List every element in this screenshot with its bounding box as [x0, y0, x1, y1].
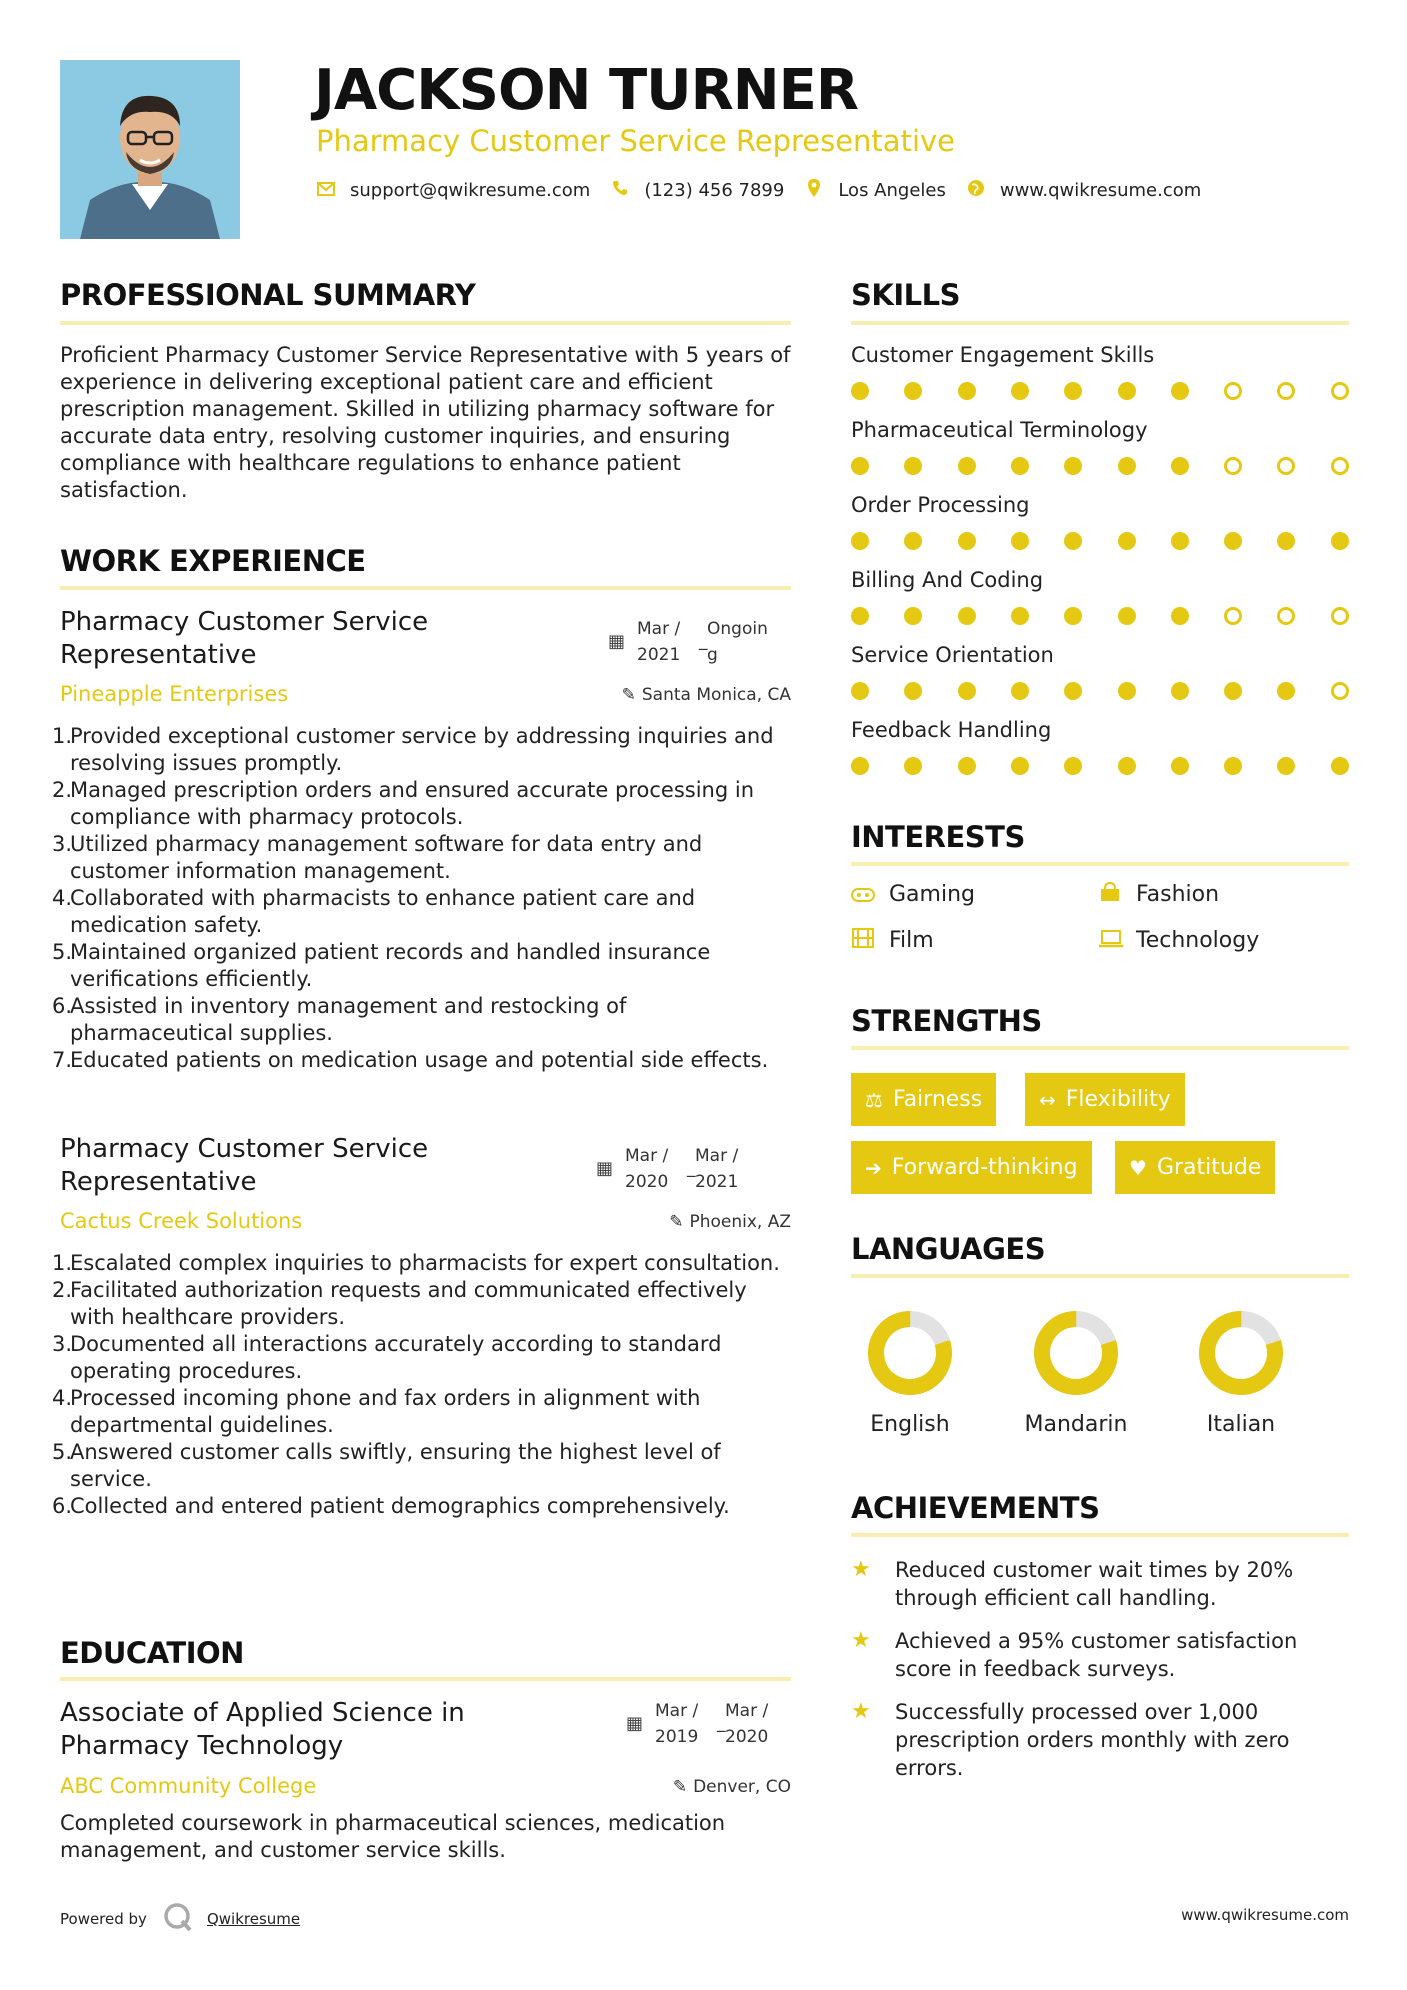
skill-rating: [851, 757, 1349, 777]
skill-dot-filled: [851, 682, 869, 700]
achievements-heading: ACHIEVEMENTS: [851, 1491, 1100, 1525]
summary-text: Proficient Pharmacy Customer Service Representative with 5 years of experience in delivering exceptional patient care and efficient prescription management. Skilled in utilizing pharmacy software for accurate data entry, resolving customer inquiries, and ensuring compliance with healthcare regulations to enhance patient satisfaction.: [60, 343, 791, 502]
language-item: [1181, 1308, 1301, 1437]
experience-divider: [60, 586, 791, 590]
footer-powered-by: [60, 1902, 300, 1936]
candidate-role: Pharmacy Customer Service Representative: [316, 124, 956, 158]
interests-divider: [851, 862, 1349, 866]
film-icon: [851, 928, 875, 953]
list-item: 3. Documented all interactions accurately according to standard operating procedures.: [52, 1332, 722, 1383]
language-label: Mandarin: [1024, 1412, 1128, 1437]
skill-dot-filled: [1118, 532, 1136, 550]
job-end-date: Mar / 2021: [695, 1146, 739, 1192]
degree-title: Associate of Applied Science in Pharmacy Technology: [60, 1698, 465, 1761]
skill-dot-filled: [1171, 382, 1189, 400]
skill-name: Feedback Handling: [851, 718, 1052, 742]
achievement-item: [851, 1627, 1349, 1683]
job-title: Pharmacy Customer Service Representative: [60, 607, 429, 670]
contact-bar: [316, 179, 1221, 202]
list-item: 1. Escalated complex inquiries to pharmacists for expert consultation.: [52, 1251, 780, 1275]
website-text: www.qwikresume.com: [999, 180, 1202, 201]
strength-tag: [1025, 1073, 1185, 1126]
skill-dot-filled: [1064, 457, 1082, 475]
list-item: 4. Collaborated with pharmacists to enhance patient care and medication safety.: [52, 886, 696, 937]
star-icon: ★: [851, 1557, 871, 1582]
language-label: Italian: [1206, 1412, 1276, 1437]
skill-dot-filled: [851, 457, 869, 475]
company-name: Pineapple Enterprises: [60, 682, 289, 706]
skill-dot-filled: [1118, 382, 1136, 400]
globe-icon: [966, 179, 986, 202]
school-name: ABC Community College: [60, 1774, 317, 1798]
profile-photo: [60, 60, 240, 239]
achievement-text: Achieved a 95% customer satisfaction score in feedback surveys.: [895, 1629, 1298, 1681]
skill-name: Service Orientation: [851, 643, 1054, 667]
interest-item: [1098, 882, 1219, 907]
phone-icon: [610, 180, 630, 201]
skill-dot-filled: [904, 382, 922, 400]
skill-dot-filled: [1171, 682, 1189, 700]
calendar-icon: ▦: [626, 1713, 644, 1734]
strength-tag: [851, 1141, 1092, 1194]
skill-rating: [851, 607, 1349, 627]
list-item: 4. Processed incoming phone and fax orders in alignment with departmental guidelines.: [52, 1386, 701, 1437]
language-ring: [1196, 1308, 1286, 1398]
skill-dot-filled: [1118, 607, 1136, 625]
skill-dot-filled: [1277, 682, 1295, 700]
interest-label: Film: [889, 928, 934, 953]
skill-rating: [851, 457, 1349, 477]
interest-label: Fashion: [1136, 882, 1220, 907]
footer-website[interactable]: www.qwikresume.com: [1181, 1906, 1349, 1924]
skill-dot-empty: [1331, 682, 1349, 700]
education-description: Completed coursework in pharmaceutical sciences, medication management, and customer service skills.: [60, 1811, 726, 1862]
skill-dot-filled: [904, 607, 922, 625]
achievement-text: Successfully processed over 1,000 prescription orders monthly with zero errors.: [895, 1700, 1290, 1780]
achievement-text: Reduced customer wait times by 20% through efficient call handling.: [895, 1558, 1294, 1610]
contact-website[interactable]: [966, 179, 1201, 202]
skills-divider: [851, 321, 1349, 325]
language-ring-fill: [1198, 1310, 1284, 1396]
strength-label: Gratitude: [1156, 1155, 1262, 1180]
laptop-icon: [1098, 929, 1122, 953]
education-start-date: Mar / 2019: [655, 1701, 699, 1747]
languages-divider: [851, 1274, 1349, 1278]
balance-scale-icon: ⚖: [865, 1087, 883, 1112]
strength-label: Forward-thinking: [891, 1155, 1078, 1180]
strength-tag: [851, 1073, 996, 1126]
job-bullet-list: [52, 1250, 791, 1520]
skill-dot-filled: [1118, 682, 1136, 700]
job-location: [560, 1212, 791, 1232]
shopping-bag-icon: [1098, 882, 1122, 907]
skill-dot-filled: [1118, 757, 1136, 775]
skill-name: Billing And Coding: [851, 568, 1044, 592]
skill-dot-filled: [1011, 682, 1029, 700]
skill-dot-filled: [904, 757, 922, 775]
skill-dot-filled: [1064, 382, 1082, 400]
job-location-text: Phoenix, AZ: [689, 1212, 791, 1232]
pushpin-icon: ✎: [669, 1212, 684, 1232]
skill-dot-empty: [1331, 607, 1349, 625]
skill-dot-filled: [851, 532, 869, 550]
list-item: 1. Provided exceptional customer service by addressing inquiries and resolving issues promptly.: [52, 724, 774, 775]
arrows-horizontal-icon: ↔: [1039, 1087, 1056, 1112]
skill-dot-filled: [1277, 532, 1295, 550]
skill-dot-empty: [1277, 607, 1295, 625]
skill-rating: [851, 532, 1349, 552]
achievement-item: [851, 1556, 1349, 1612]
education-end-date: Mar / 2020: [725, 1701, 769, 1747]
language-item: [850, 1308, 970, 1437]
skills-heading: SKILLS: [851, 278, 960, 312]
skill-dot-filled: [1011, 382, 1029, 400]
skill-dot-filled: [1064, 682, 1082, 700]
skill-dot-empty: [1277, 382, 1295, 400]
education-heading: EDUCATION: [60, 1636, 244, 1670]
summary-divider: [60, 321, 791, 325]
strength-tag: [1115, 1141, 1275, 1194]
job-location-text: Santa Monica, CA: [641, 685, 791, 705]
skill-dot-filled: [851, 757, 869, 775]
candidate-name: JACKSON TURNER: [314, 58, 859, 123]
skill-dot-filled: [1224, 757, 1242, 775]
skill-dot-empty: [1331, 457, 1349, 475]
interests-heading: INTERESTS: [851, 820, 1025, 854]
language-ring-fill: [1033, 1310, 1119, 1396]
skill-dot-filled: [1171, 532, 1189, 550]
education-divider: [60, 1677, 791, 1681]
pushpin-icon: ✎: [672, 1777, 688, 1797]
envelope-icon: [316, 180, 336, 201]
skill-dot-filled: [851, 607, 869, 625]
qwikresume-logo-icon: [163, 1902, 193, 1936]
skill-dot-filled: [1011, 757, 1029, 775]
education-dates: ▦ Mar / 2019 _ Mar / 2020: [626, 1698, 787, 1750]
skill-dot-empty: [1277, 457, 1295, 475]
interest-item: [851, 928, 934, 953]
experience-heading: WORK EXPERIENCE: [60, 544, 366, 578]
language-label: English: [870, 1412, 950, 1437]
language-ring-fill: [867, 1310, 953, 1396]
skill-dot-empty: [1224, 457, 1242, 475]
interest-item: [851, 882, 975, 907]
skill-dot-filled: [1011, 607, 1029, 625]
skill-dot-filled: [958, 607, 976, 625]
list-item: 2. Managed prescription orders and ensured accurate processing in compliance with pharmacy protocols.: [52, 778, 754, 829]
languages-heading: LANGUAGES: [851, 1232, 1046, 1266]
powered-by-label: Powered by: [60, 1910, 147, 1928]
language-ring: [1031, 1308, 1121, 1398]
skill-dot-filled: [1011, 532, 1029, 550]
skill-dot-filled: [1224, 532, 1242, 550]
gamepad-icon: [851, 883, 875, 907]
interest-item: [1098, 928, 1259, 953]
achievement-item: [851, 1698, 1349, 1782]
list-item: 2. Facilitated authorization requests and communicated effectively with healthcare providers.: [52, 1278, 747, 1329]
job-location: [560, 685, 791, 705]
skill-dot-filled: [1171, 757, 1189, 775]
skill-dot-empty: [1331, 382, 1349, 400]
email-text: support@qwikresume.com: [350, 180, 591, 201]
interest-label: Gaming: [889, 882, 975, 907]
skill-dot-filled: [904, 457, 922, 475]
calendar-icon: ▦: [596, 1158, 614, 1179]
skill-dot-filled: [1011, 457, 1029, 475]
company-name: Cactus Creek Solutions: [60, 1209, 303, 1233]
education-location: [560, 1777, 791, 1797]
skill-dot-filled: [1331, 532, 1349, 550]
job-end-date: Ongoin g: [707, 619, 768, 665]
list-item: 5. Answered customer calls swiftly, ensuring the highest level of service.: [52, 1440, 721, 1491]
star-icon: ★: [851, 1628, 871, 1653]
skill-dot-empty: [1224, 607, 1242, 625]
map-pin-icon: [804, 179, 824, 202]
skill-dot-filled: [1064, 607, 1082, 625]
contact-location: [804, 179, 946, 202]
skill-dot-filled: [1064, 532, 1082, 550]
heart-icon: ♥: [1129, 1155, 1147, 1180]
arrow-right-icon: ➔: [865, 1155, 882, 1180]
job-title: Pharmacy Customer Service Representative: [60, 1134, 429, 1197]
list-item: 6. Collected and entered patient demographics comprehensively.: [52, 1494, 730, 1518]
contact-phone[interactable]: [610, 180, 784, 201]
strengths-divider: [851, 1046, 1349, 1050]
skill-dot-filled: [904, 682, 922, 700]
skill-dot-filled: [958, 457, 976, 475]
skill-name: Customer Engagement Skills: [851, 343, 1155, 367]
calendar-icon: ▦: [608, 631, 626, 652]
list-item: 3. Utilized pharmacy management software for data entry and customer information management.: [52, 832, 703, 883]
skill-dot-empty: [1224, 382, 1242, 400]
skill-rating: [851, 382, 1349, 402]
education-location-text: Denver, CO: [693, 1777, 791, 1797]
location-text: Los Angeles: [838, 180, 946, 201]
strength-label: Flexibility: [1065, 1087, 1171, 1112]
skill-dot-filled: [1171, 457, 1189, 475]
strengths-heading: STRENGTHS: [851, 1004, 1042, 1038]
skill-rating: [851, 682, 1349, 702]
achievements-divider: [851, 1533, 1349, 1537]
job-dates: ▦ Mar / 2020 _ Mar / 2021: [596, 1143, 757, 1195]
summary-heading: PROFESSIONAL SUMMARY: [60, 278, 476, 312]
job-start-date: Mar / 2021: [637, 619, 681, 665]
skill-dot-filled: [1064, 757, 1082, 775]
skill-dot-filled: [958, 682, 976, 700]
skill-dot-filled: [904, 532, 922, 550]
language-item: [1016, 1308, 1136, 1437]
skill-dot-filled: [958, 757, 976, 775]
skill-dot-filled: [958, 382, 976, 400]
language-ring: [865, 1308, 955, 1398]
qwikresume-link[interactable]: Qwikresume: [206, 1910, 301, 1928]
interest-label: Technology: [1136, 928, 1260, 953]
star-icon: ★: [851, 1699, 871, 1724]
job-bullet-list: [52, 723, 791, 1074]
skill-dot-filled: [1118, 457, 1136, 475]
job-dates: ▦ Mar / 2021 _ Ongoin g: [608, 616, 769, 668]
skill-dot-filled: [1277, 757, 1295, 775]
contact-email[interactable]: [316, 180, 590, 201]
list-item: 7. Educated patients on medication usage and potential side effects.: [52, 1048, 769, 1072]
skill-dot-filled: [851, 382, 869, 400]
job-start-date: Mar / 2020: [625, 1146, 669, 1192]
skill-dot-filled: [1331, 757, 1349, 775]
skill-dot-filled: [1171, 607, 1189, 625]
pushpin-icon: ✎: [621, 685, 636, 705]
skill-name: Order Processing: [851, 493, 1030, 517]
phone-text: (123) 456 7899: [644, 180, 785, 201]
skill-dot-filled: [958, 532, 976, 550]
skill-name: Pharmaceutical Terminology: [851, 418, 1148, 442]
skill-dot-filled: [1224, 682, 1242, 700]
list-item: 6. Assisted in inventory management and restocking of pharmaceutical supplies.: [52, 994, 627, 1045]
strength-label: Fairness: [892, 1087, 983, 1112]
list-item: 5. Maintained organized patient records and handled insurance verifications efficiently.: [52, 940, 711, 991]
